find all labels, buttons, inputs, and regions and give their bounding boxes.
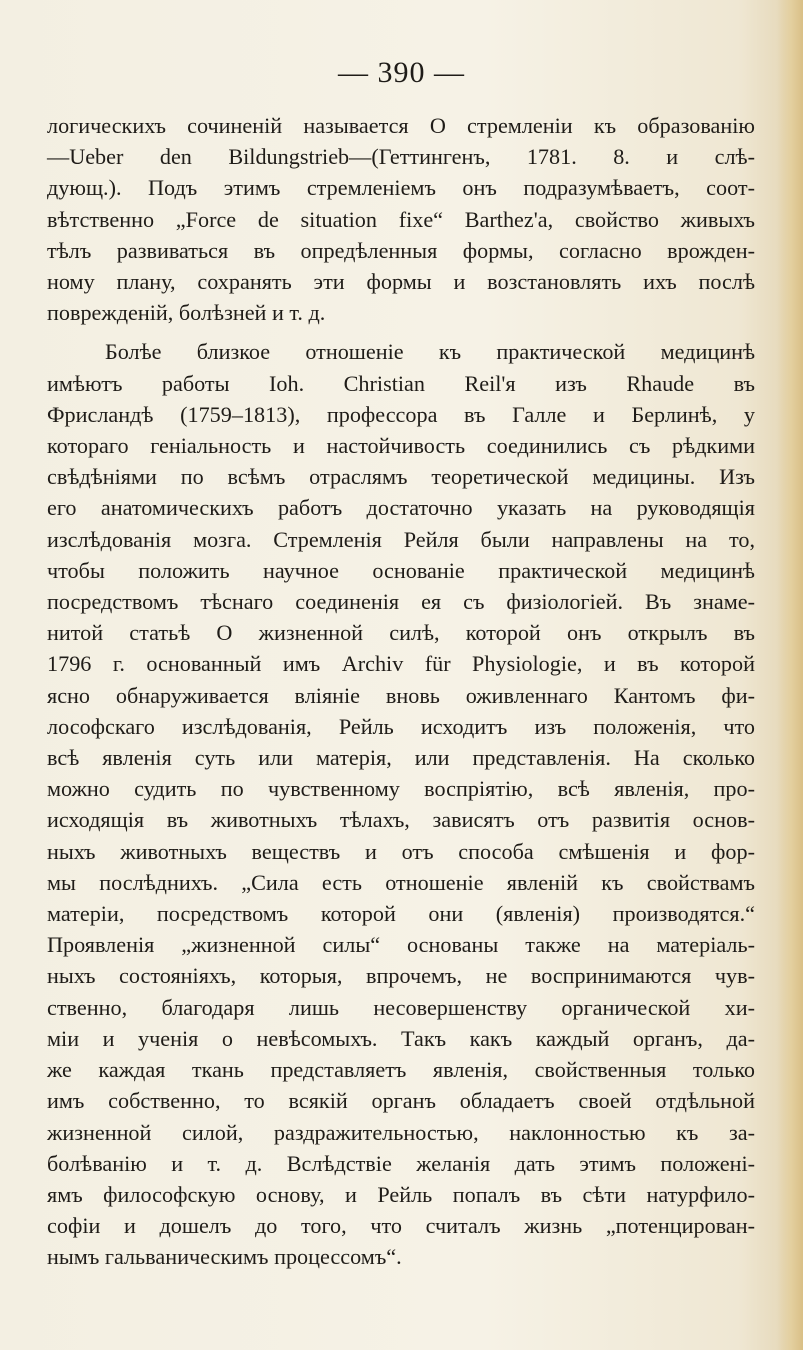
text-line: ному плану, сохранять эти формы и возстановлять ихъ послѣ xyxy=(47,269,755,295)
text-line: ственно, благодаря лишь несовершенству органической хи- xyxy=(47,994,755,1020)
text-line: посредствомъ тѣснаго соединенія ея съ физіологіей. Въ знаме- xyxy=(47,589,755,615)
text-line: ныхъ животныхъ веществъ и отъ способа смѣшенія и фор- xyxy=(47,838,755,864)
text-line: дующ.). Подъ этимъ стремленіемъ онъ подразумѣваетъ, соот- xyxy=(47,175,755,201)
text-line: тѣлъ развиваться въ опредѣленныя формы, согласно врожден- xyxy=(47,237,755,263)
text-line: ныхъ состояніяхъ, которыя, впрочемъ, не воспринимаются чув- xyxy=(47,963,755,989)
text-line: матеріи, посредствомъ которой они (явленія) производятся.“ xyxy=(47,901,755,927)
text-line: имъ собственно, то всякій органъ обладаетъ своей отдѣльной xyxy=(47,1088,755,1114)
text-line: жизненной силой, раздражительностью, наклонностью къ за- xyxy=(47,1119,755,1145)
paragraph-1 xyxy=(47,110,755,328)
text-line: ясно обнаруживается вліяніе вновь оживленнаго Кантомъ фи- xyxy=(47,682,755,708)
text-line: чтобы положить научное основаніе практической медицинѣ xyxy=(47,557,755,583)
text-line: болѣванію и т. д. Вслѣдствіе желанія дать этимъ положені- xyxy=(47,1150,755,1176)
text-line: Болѣе близкое отношеніе къ практической медицинѣ xyxy=(105,339,755,365)
text-line: Проявленія „жизненной силы“ основаны также на матеріаль- xyxy=(47,932,755,958)
text-line: —Ueber den Bildungstrieb—(Геттингенъ, 1781. 8. и слѣ- xyxy=(47,144,755,170)
text-line: вѣтственно „Force de situation fixe“ Barthez'а, свойство живыхъ xyxy=(47,206,755,232)
text-line: всѣ явленія суть или матерія, или представленія. На сколько xyxy=(47,745,755,771)
text-line: можно судить по чувственному воспріятію, всѣ явленія, про- xyxy=(47,776,755,802)
paragraph-2 xyxy=(47,336,755,1272)
text-line: міи и ученія о невѣсомыхъ. Такъ какъ каждый органъ, да- xyxy=(47,1025,755,1051)
text-line: имѣютъ работы Ioh. Christian Reil'я изъ Rhaude въ xyxy=(47,370,755,396)
text-line: мы послѣднихъ. „Сила есть отношеніе явленій къ свойствамъ xyxy=(47,869,755,895)
text-line: Фрисландѣ (1759–1813), профессора въ Галле и Берлинѣ, у xyxy=(47,401,755,427)
text-line: нымъ гальваническимъ процессомъ“. xyxy=(47,1244,402,1270)
text-line: ямъ философскую основу, и Рейль попалъ въ сѣти натурфило- xyxy=(47,1181,755,1207)
text-line: свѣдѣніями по всѣмъ отраслямъ теоретической медицины. Изъ xyxy=(47,464,755,490)
body-text xyxy=(47,110,755,1273)
paragraph-gap xyxy=(47,328,755,336)
text-line: котораго геніальность и настойчивость соединились съ рѣдкими xyxy=(47,433,755,459)
text-line: его анатомическихъ работъ достаточно указать на руководящія xyxy=(47,495,755,521)
text-line: лософскаго изслѣдованія, Рейль исходитъ изъ положенія, что xyxy=(47,713,755,739)
page-number: — 390 — xyxy=(338,56,465,89)
text-line: 1796 г. основанный имъ Archiv für Physiologie, и въ которой xyxy=(47,651,755,677)
text-line: логическихъ сочиненій называется О стремленіи къ образованію xyxy=(47,113,755,138)
text-line: софіи и дошелъ до того, что считалъ жизнь „потенцирован- xyxy=(47,1213,755,1239)
text-line: изслѣдованія мозга. Стремленія Рейля были направлены на то, xyxy=(47,526,755,552)
text-line: нитой статьѣ О жизненной силѣ, которой онъ открылъ въ xyxy=(47,620,755,646)
text-line: же каждая ткань представляетъ явленія, свойственныя только xyxy=(47,1057,755,1083)
text-line: поврежденій, болѣзней и т. д. xyxy=(47,300,326,326)
text-line: исходящія въ животныхъ тѣлахъ, зависятъ отъ развитія основ- xyxy=(47,807,755,833)
page-edge-shadow xyxy=(777,0,803,1350)
